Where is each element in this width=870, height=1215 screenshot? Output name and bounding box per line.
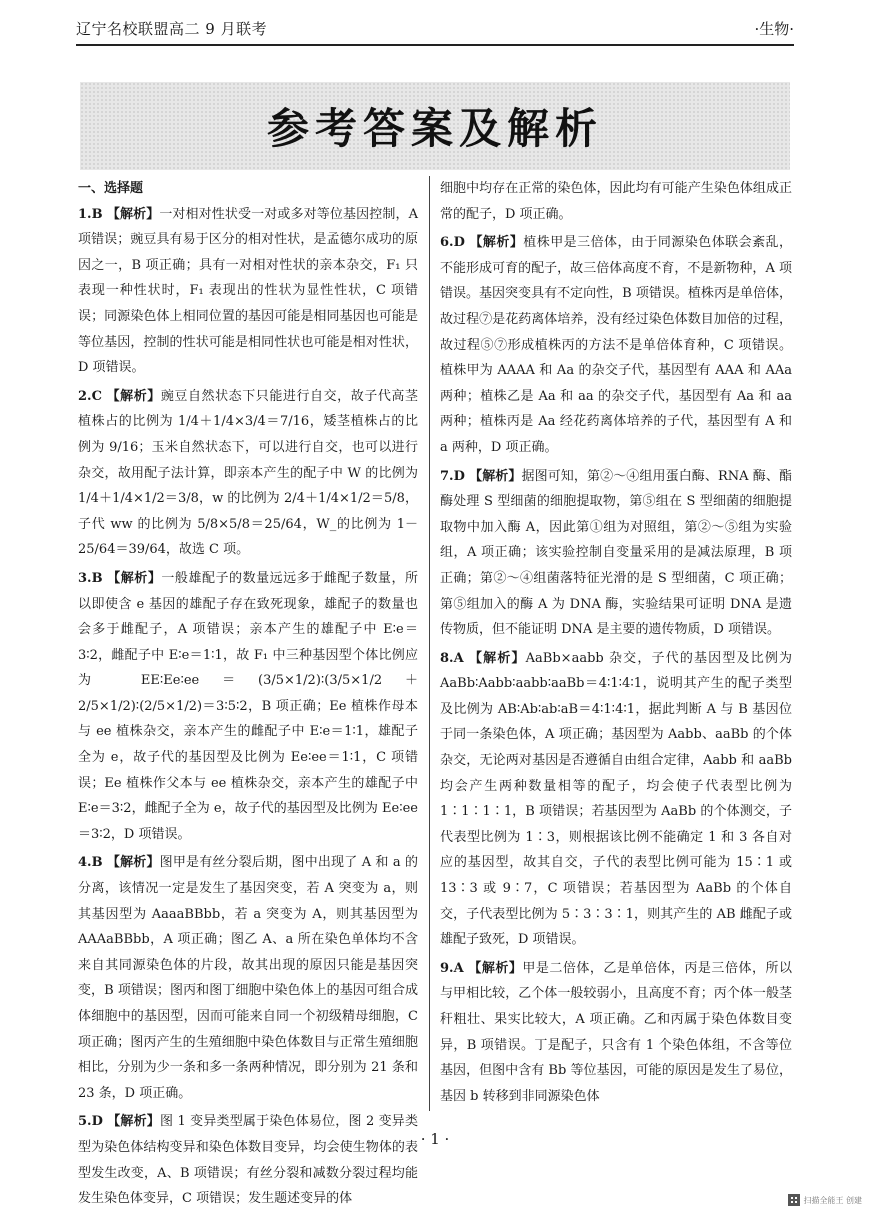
answer-number: 5.D	[78, 1114, 103, 1130]
column-divider	[429, 176, 430, 1111]
answer-text: 一对相对性状受一对或多对等位基因控制，A 项错误；豌豆具有易于区分的相对性状，是孟德尔成功的原因之一，B 项正确；具有一对相对性状的亲本杂交，F₁ 只表现一种性状时，F₁ 表现出的性状为显性性状，C 项错误；同源染色体上相同位置的基因可能是相同基因也可能是等位基因，控制的性状可能是相同性状也可能是相对性状，D 项错误。	[78, 206, 418, 376]
answer-number: 7.D	[440, 468, 465, 484]
header-subject: ·生物·	[754, 20, 794, 38]
answer-item	[78, 202, 418, 381]
answer-number: 8.A	[440, 650, 464, 666]
scanner-watermark	[788, 1194, 862, 1206]
left-column	[78, 176, 418, 1215]
answer-text: 植株甲是三倍体，由于同源染色体联会紊乱，不能形成可育的配子，故三倍体高度不育，不是新物种，A 项错误。基因突变具有不定向性，B 项错误。植株丙是单倍体，故过程⑦是花药离体培养，没有经过染色体数目加倍的过程，故过程⑤⑦形成植株丙的方法不是单倍体育种，C 项错误。植株甲为 AAAA 和 Aa 的杂交子代，基因型有 AAA 和 AAa 两种；植株乙是 Aa 和 aa 的杂交子代，基因型有 Aa 和 aa 两种；植株丙是 Aa 经花药离体培养的子代，基因型有 A 和 a 两种，D 项正确。	[440, 235, 792, 455]
right-column	[440, 176, 792, 1112]
answer-item	[440, 464, 792, 643]
analysis-tag: 【解析】	[107, 1114, 160, 1130]
answer-text: 一般雄配子的数量远远多于雌配子数量，所以即使含 e 基因的雄配子存在致死现象，雄配子的数量也会多于雌配子，A 项错误；亲本产生的雄配子中 E∶e＝3∶2，雌配子中 E∶e＝1∶1，故 F₁ 中三种基因型个体比例应为 EE∶Ee∶ee＝(3/5×1/2)∶(3/5×1/2＋2/5×1/2)∶(2/5×1/2)＝3∶5∶2，B 项正确；Ee 植株作母本与 ee 植株杂交，亲本产生的雌配子中 E∶e＝1∶1，雄配子全为 e，故子代的基因型及比例为 Ee∶ee＝1∶1，C 项错误；Ee 植株作父本与 ee 植株杂交，亲本产生的雄配子中 E∶e＝3∶2，雌配子全为 e，故子代的基因型及比例为 Ee∶ee＝3∶2，D 项错误。	[78, 570, 418, 842]
answer-item	[78, 850, 418, 1106]
header-exam-title: 辽宁名校联盟高二 9 月联考	[76, 20, 268, 38]
qr-code-icon	[788, 1194, 800, 1206]
analysis-tag: 【解析】	[469, 235, 524, 251]
answer-text: 细胞中均存在正常的染色体，因此均有可能产生染色体组成正常的配子，D 项正确。	[440, 181, 792, 222]
analysis-tag: 【解析】	[469, 468, 522, 484]
section-title: 一、选择题	[78, 181, 144, 196]
scanner-watermark-text: 扫描全能王 创建	[803, 1195, 862, 1205]
answer-text: 图甲是有丝分裂后期，图中出现了 A 和 a 的分离，该情况一定是发生了基因突变，若 A 突变为 a，则其基因型为 AaaaBBbb，若 a 突变为 A，则其基因型为 AAAaBBbb，A 项正确；图乙 A、a 所在染色单体均不含来自其同源染色体的片段，故其出现的原因只能是基因突变，B 项错误；图丙和图丁细胞中染色体上的基因可组合成体细胞中的基因型，因而可能来自同一个初级精母细胞，C 项正确；图丙产生的生殖细胞中染色体数目与正常生殖细胞相比，分别为少一条和多一条两种情况，即分别为 21 条和 23 条，D 项正确。	[78, 855, 418, 1101]
answer-item	[78, 1109, 418, 1211]
answer-item	[440, 230, 792, 460]
answer-item	[440, 176, 792, 227]
answer-text: 豌豆自然状态下只能进行自交，故子代高茎植株占的比例为 1/4＋1/4×3/4＝7/16，矮茎植株占的比例为 9/16；玉米自然状态下，可以进行自交，也可以进行杂交，故用配子法计算，即亲本产生的配子中 W 的比例为 1/4＋1/4×1/2＝3/8，w 的比例为 2/4＋1/4×1/2＝5/8，子代 ww 的比例为 5/8×5/8＝25/64，W_的比例为 1－25/64＝39/64，故选 C 项。	[78, 388, 418, 558]
analysis-tag: 【解析】	[107, 570, 162, 586]
analysis-tag: 【解析】	[468, 960, 523, 976]
answer-item	[78, 566, 418, 848]
answer-text: AaBb×aabb 杂交，子代的基因型及比例为 AaBb∶Aabb∶aabb∶aaBb＝4∶1∶4∶1，说明其产生的配子类型及比例为 AB∶Ab∶ab∶aB＝4∶1∶4∶1，据此判断 A 与 B 基因位于同一条染色体，A 项正确；基因型为 Aabb、aaBb 的个体杂交，无论两对基因是否遵循自由组合定律，Aabb 和 aaBb 均会产生两种数量相等的配子，均会使子代表型比例为 1∶1∶1∶1，B 项错误；若基因型为 AaBb 的个体测交，子代表型比例为 1∶3，则根据该比例不能确定 1 和 3 各自对应的基因型，故其自交，子代的表型比例可能为 15∶1 或 13∶3 或 9∶7，C 项错误；若基因型为 AaBb 的个体自交，子代表型比例为 5∶3∶3∶1，则其产生的 AB 雌配子或雄配子致死，D 项错误。	[440, 650, 792, 948]
analysis-tag: 【解析】	[106, 388, 161, 404]
page-title: 参考答案及解析	[266, 104, 603, 153]
answer-number: 9.A	[440, 960, 464, 976]
title-banner	[80, 82, 790, 170]
answer-text: 图 1 变异类型属于染色体易位，图 2 变异类型为染色体结构变异和染色体数目变异，均会使生物体的表型发生改变，A、B 项错误；有丝分裂和减数分裂过程均能发生染色体变异，C 项错误；发生题述变异的体	[78, 1114, 418, 1207]
analysis-tag: 【解析】	[468, 650, 526, 666]
answer-item	[440, 956, 792, 1110]
answer-number: 2.C	[78, 388, 102, 404]
answer-item	[440, 646, 792, 953]
answer-number: 3.B	[78, 570, 103, 586]
answer-number: 4.B	[78, 855, 103, 871]
page-number: · 1 ·	[420, 1130, 450, 1148]
answer-text: 据图可知，第②～④组用蛋白酶、RNA 酶、酯酶处理 S 型细菌的细胞提取物，第⑤组在 S 型细菌的细胞提取物中加入酶 A，因此第①组为对照组，第②～⑤组为实验组，A 项正确；该实验控制自变量采用的是减法原理，B 项正确；第②～④组菌落特征光滑的是 S 型细菌，C 项正确；第⑤组加入的酶 A 为 DNA 酶，实验结果可证明 DNA 是遗传物质，但不能证明 DNA 是主要的遗传物质，D 项错误。	[440, 468, 792, 638]
answer-item	[78, 384, 418, 563]
analysis-tag: 【解析】	[106, 855, 160, 871]
answer-text: 甲是二倍体，乙是单倍体，丙是三倍体，所以与甲相比较，乙个体一般较弱小，且高度不育；丙个体一般茎秆粗壮、果实比较大，A 项正确。乙和丙属于染色体数目变异，B 项错误。丁是配子，只含有 1 个染色体组，不含等位基因，但图中含有 Bb 等位基因，可能的原因是发生了易位，基因 b 转移到非同源染色体	[440, 960, 792, 1104]
analysis-tag: 【解析】	[106, 206, 160, 222]
answer-number: 6.D	[440, 235, 465, 251]
header-rule	[76, 44, 794, 46]
answer-number: 1.B	[78, 206, 103, 222]
